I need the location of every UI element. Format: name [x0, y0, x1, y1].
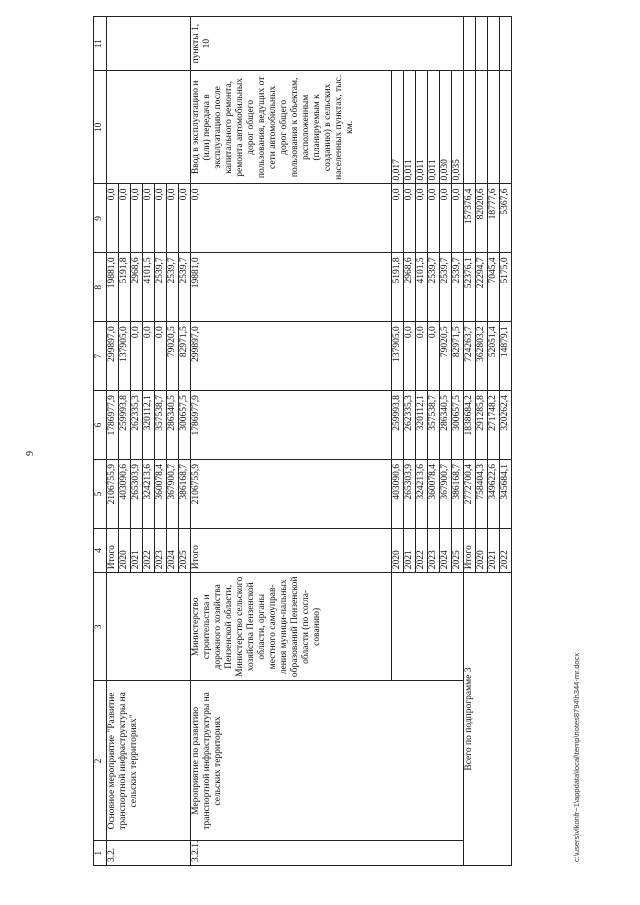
- subprogram-label: Всего по подпрограмме 3: [464, 573, 512, 866]
- value-cell: 262335,3: [131, 391, 143, 460]
- value-cell: 2106755,9: [191, 460, 392, 529]
- value-cell: 82971,5: [452, 322, 464, 391]
- year-cell: 2025: [452, 528, 464, 572]
- value-cell: 0,0: [416, 322, 428, 391]
- value-cell: 0,0: [167, 184, 179, 253]
- value-cell: 0,0: [428, 184, 440, 253]
- year-cell: 2021: [488, 528, 500, 572]
- value-cell: 320112,1: [143, 391, 155, 460]
- value-cell: 2539,7: [167, 253, 179, 322]
- value-cell: 2772700,4: [464, 460, 476, 529]
- value-cell: 362803,2: [476, 322, 488, 391]
- rotated-table-container: [93, 16, 573, 866]
- col-header: 4: [94, 528, 107, 572]
- value-cell: 2539,7: [155, 253, 167, 322]
- col-header: 5: [94, 460, 107, 529]
- value-cell: 19881,0: [191, 253, 392, 322]
- executor: [107, 573, 191, 681]
- value-cell: 0,0: [143, 184, 155, 253]
- col-header: 2: [94, 681, 107, 841]
- value-cell: 0,0: [155, 322, 167, 391]
- value-cell: 4101,5: [416, 253, 428, 322]
- executor: Министерство строительства и дорожного хозяйства Пензенской области, Министерство сельского хозяйства Пензенской области, органы местного самоуправ-ления муници-пальных образований Пензенской области (по согла-сованию): [191, 573, 392, 681]
- value-cell: 2968,6: [404, 253, 416, 322]
- year-cell: 2020: [119, 528, 131, 572]
- value-cell: 320262,4: [500, 391, 512, 460]
- value-cell: 324213,6: [416, 460, 428, 529]
- indicator-blank: [488, 71, 500, 184]
- points-blank: [476, 17, 488, 71]
- year-cell: 2021: [404, 528, 416, 572]
- value-cell: 0,0: [191, 184, 392, 253]
- value-cell: 2968,6: [131, 253, 143, 322]
- indicator: Ввод в эксплуатацию и (или) передача в эксплуатацию после капитального ремонта, ремонта автомобильных дорог общего пользования, ведущих от сети автомобильных дорог общего пользования к объектам, расположенным (планируемым к созданию) в сельских населенных пунктах, тыс. км.: [191, 71, 392, 184]
- value-cell: 265303,9: [404, 460, 416, 529]
- value-cell: 0,0: [404, 322, 416, 391]
- points-blank: [488, 17, 500, 71]
- value-cell: 0,0: [416, 184, 428, 253]
- points: пункты 1, 10: [191, 17, 464, 71]
- indicator-value: 0,011: [404, 71, 416, 184]
- row-number: 3.2.: [107, 841, 191, 866]
- value-cell: 2106755,9: [107, 460, 119, 529]
- value-cell: 2539,7: [440, 253, 452, 322]
- indicator: [107, 71, 191, 184]
- value-cell: 403090,6: [119, 460, 131, 529]
- value-cell: 286340,5: [167, 391, 179, 460]
- value-cell: 291285,8: [476, 391, 488, 460]
- value-cell: 299897,0: [107, 322, 119, 391]
- col-header: 3: [94, 573, 107, 681]
- section-3-2-1: [191, 17, 464, 866]
- points: [107, 17, 191, 71]
- value-cell: 271748,2: [488, 391, 500, 460]
- value-cell: 0,0: [155, 184, 167, 253]
- value-cell: 0,0: [392, 184, 404, 253]
- value-cell: 345684,1: [500, 460, 512, 529]
- indicator-value: 0,035: [452, 71, 464, 184]
- indicator-value: 0,011: [416, 71, 428, 184]
- value-cell: 1838684,2: [464, 391, 476, 460]
- value-cell: 79020,5: [167, 322, 179, 391]
- activity-name: Основное мероприятие "Развитие транспортной инфраструктуры на сельских территориях": [107, 681, 191, 841]
- value-cell: 758404,3: [476, 460, 488, 529]
- year-cell: 2020: [392, 528, 404, 572]
- value-cell: 0,0: [404, 184, 416, 253]
- year-cell: Итого: [464, 528, 476, 572]
- activity-name: Мероприятие по развитию транспортной инфраструктуры на сельских территориях: [191, 681, 464, 841]
- indicator-value: 0,011: [428, 71, 440, 184]
- row-number: 3.2.1.: [191, 841, 464, 866]
- value-cell: 357538,7: [428, 391, 440, 460]
- value-cell: 0,0: [452, 184, 464, 253]
- col-header: 1: [94, 841, 107, 866]
- year-cell: 2021: [131, 528, 143, 572]
- value-cell: 262335,3: [404, 391, 416, 460]
- value-cell: 2539,7: [452, 253, 464, 322]
- table-row: [107, 17, 119, 866]
- value-cell: 299897,0: [191, 322, 392, 391]
- col-header: 11: [94, 17, 107, 71]
- value-cell: 300657,5: [179, 391, 191, 460]
- value-cell: 7045,4: [488, 253, 500, 322]
- year-cell: 2024: [440, 528, 452, 572]
- value-cell: 0,0: [179, 184, 191, 253]
- value-cell: 0,0: [440, 184, 452, 253]
- value-cell: 1786977,9: [107, 391, 119, 460]
- value-cell: 360078,4: [428, 460, 440, 529]
- year-cell: 2025: [179, 528, 191, 572]
- value-cell: 324213,6: [143, 460, 155, 529]
- value-cell: 5175,0: [500, 253, 512, 322]
- budget-table: [93, 16, 512, 866]
- value-cell: 137905,0: [392, 322, 404, 391]
- value-cell: 157376,4: [464, 184, 476, 253]
- indicator-blank: [500, 71, 512, 184]
- value-cell: 386168,7: [179, 460, 191, 529]
- value-cell: 0,0: [107, 184, 119, 253]
- value-cell: 52051,4: [488, 322, 500, 391]
- value-cell: 137905,0: [119, 322, 131, 391]
- indicator-value: 0,017: [392, 71, 404, 184]
- value-cell: 265303,9: [131, 460, 143, 529]
- executor-blank: [392, 573, 464, 681]
- year-cell: 2023: [155, 528, 167, 572]
- value-cell: 357538,7: [155, 391, 167, 460]
- year-cell: Итого: [191, 528, 392, 572]
- value-cell: 349622,6: [488, 460, 500, 529]
- year-cell: 2022: [143, 528, 155, 572]
- value-cell: 386168,7: [452, 460, 464, 529]
- value-cell: 403090,6: [392, 460, 404, 529]
- value-cell: 0,0: [131, 184, 143, 253]
- year-cell: 2020: [476, 528, 488, 572]
- col-header: 9: [94, 184, 107, 253]
- value-cell: 367900,7: [167, 460, 179, 529]
- value-cell: 259993,8: [392, 391, 404, 460]
- col-header: 7: [94, 322, 107, 391]
- year-cell: 2022: [416, 528, 428, 572]
- year-cell: 2022: [500, 528, 512, 572]
- value-cell: 367900,7: [440, 460, 452, 529]
- value-cell: 0,0: [131, 322, 143, 391]
- points-blank: [500, 17, 512, 71]
- year-cell: 2023: [428, 528, 440, 572]
- year-cell: Итого: [107, 528, 119, 572]
- indicator-blank: [476, 71, 488, 184]
- section-3-2: [107, 17, 191, 866]
- table-row: [464, 17, 476, 866]
- points-blank: [464, 17, 476, 71]
- value-cell: 5191,8: [392, 253, 404, 322]
- value-cell: 300657,5: [452, 391, 464, 460]
- value-cell: 4101,5: [143, 253, 155, 322]
- value-cell: 52376,1: [464, 253, 476, 322]
- header-row: [94, 17, 107, 866]
- table-row: [191, 17, 392, 866]
- value-cell: 2539,7: [428, 253, 440, 322]
- value-cell: 5191,8: [119, 253, 131, 322]
- value-cell: 0,0: [428, 322, 440, 391]
- value-cell: 2539,7: [179, 253, 191, 322]
- value-cell: 82971,5: [179, 322, 191, 391]
- value-cell: 259993,8: [119, 391, 131, 460]
- value-cell: 22294,7: [476, 253, 488, 322]
- indicator-value: 0,030: [440, 71, 452, 184]
- col-header: 10: [94, 71, 107, 184]
- value-cell: 0,0: [143, 322, 155, 391]
- value-cell: 14879,1: [500, 322, 512, 391]
- value-cell: 19881,0: [107, 253, 119, 322]
- file-path-footer: c:\users\vlkonfr~1\appdata\local\temp\notes8794\h344-mr.docx: [572, 652, 581, 862]
- year-cell: 2024: [167, 528, 179, 572]
- value-cell: 320112,1: [416, 391, 428, 460]
- indicator-blank: [464, 71, 476, 184]
- col-header: 8: [94, 253, 107, 322]
- page-number: 9: [25, 451, 36, 456]
- value-cell: 724263,7: [464, 322, 476, 391]
- col-header: 6: [94, 391, 107, 460]
- value-cell: 79020,5: [440, 322, 452, 391]
- value-cell: 286340,5: [440, 391, 452, 460]
- value-cell: 360078,4: [155, 460, 167, 529]
- subprogram-total: [464, 17, 512, 866]
- value-cell: 82020,6: [476, 184, 488, 253]
- value-cell: 5367,6: [500, 184, 512, 253]
- value-cell: 1786977,9: [191, 391, 392, 460]
- value-cell: 18777,6: [488, 184, 500, 253]
- value-cell: 0,0: [119, 184, 131, 253]
